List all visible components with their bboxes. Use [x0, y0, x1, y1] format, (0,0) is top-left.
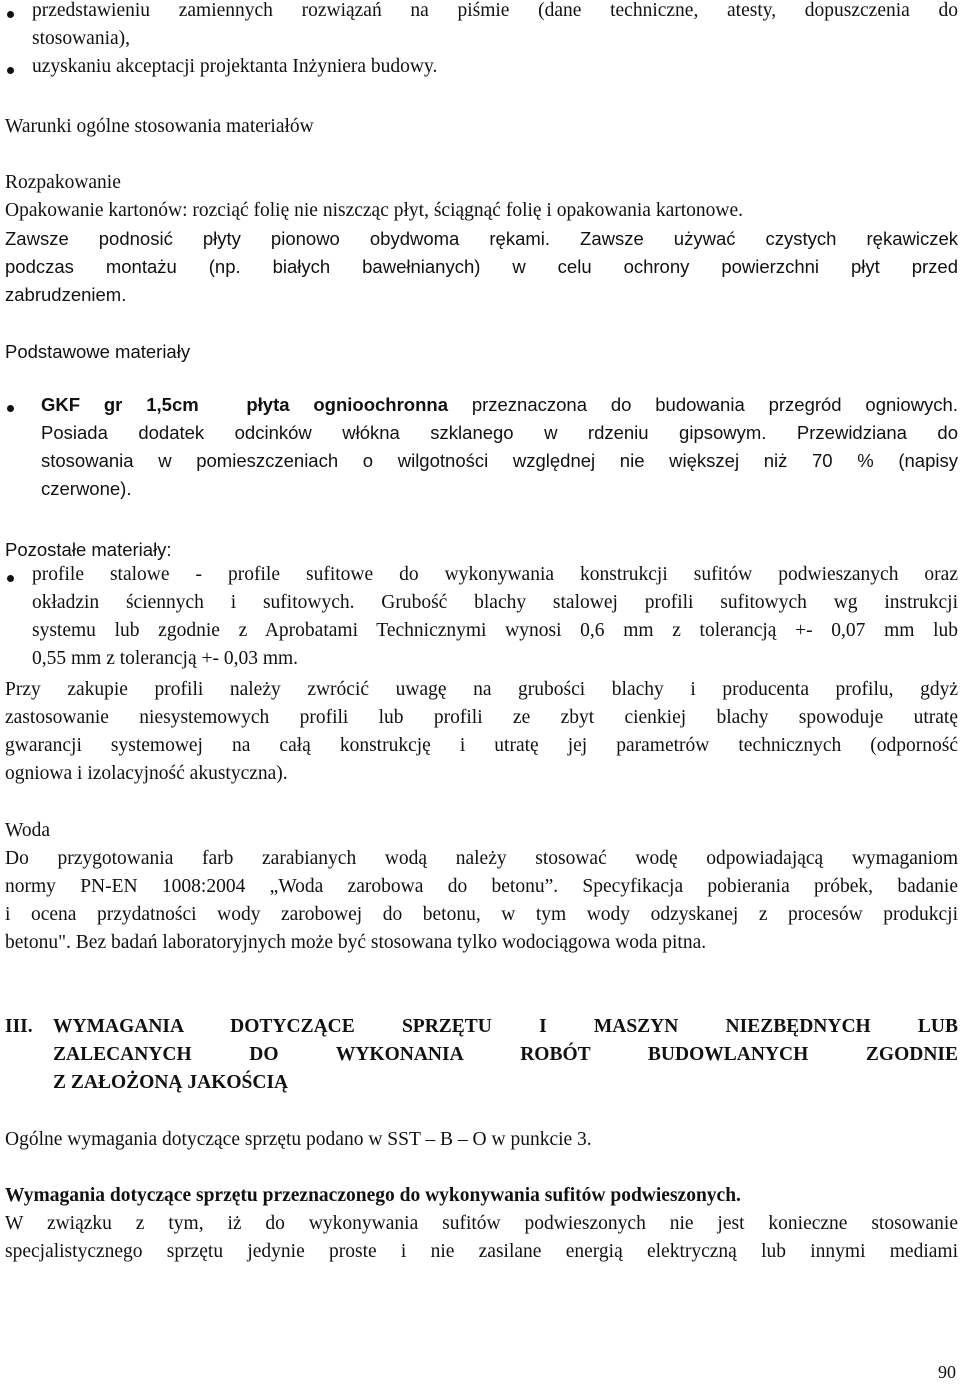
heading-pozostale: Pozostałe materiały: — [5, 539, 172, 560]
paragraph-rozpakowanie — [5, 197, 958, 309]
heading-podstawowe: Podstawowe materiały — [5, 341, 191, 362]
text-line: Z ZAŁOŻONĄ JAKOŚCIĄ — [53, 1072, 289, 1093]
heading-woda: Woda — [5, 820, 50, 841]
bullet-dot — [7, 11, 14, 18]
text-line: zabrudzeniem. — [5, 284, 127, 305]
text-line: stosowania), — [32, 28, 131, 49]
section-title — [53, 1013, 958, 1097]
text-line: stosowania w pomieszczeniach o wilgotności względnej nie większej niż 70 % (napisy — [41, 450, 958, 471]
bullet-dot — [7, 405, 14, 412]
bullet-dot — [7, 67, 14, 74]
list-item — [32, 56, 958, 84]
text-line: przedstawieniu zamiennych rozwiązań na piśmie (dane techniczne, atesty, dopuszczenia do — [32, 0, 958, 21]
text-line: betonu". Bez badań laboratoryjnych może być stosowana tylko wodociągowa woda pitna. — [5, 932, 707, 953]
text-line: Opakowanie kartonów: rozciąć folię nie niszcząc płyt, ściągnąć folię i opakowania kartonowe. — [5, 200, 743, 221]
text-line: profile stalowe - profile sufitowe do wykonywania konstrukcji sufitów podwieszanych oraz — [32, 564, 958, 585]
text-line: czerwone). — [41, 478, 132, 499]
text-line: systemu lub zgodnie z Aprobatami Technicznymi wynosi 0,6 mm z tolerancją +- 0,07 mm lub — [32, 620, 958, 641]
text-line: WYMAGANIA DOTYCZĄCE SPRZĘTU I MASZYN NIEZBĘDNYCH LUB — [53, 1016, 958, 1037]
text-line: zastosowanie niesystemowych profili lub profili ze zbyt cienkiej blachy spowoduje utratę — [5, 707, 958, 728]
text-line: Przy zakupie profili należy zwrócić uwagę na grubości blachy i producenta profilu, gdyż — [5, 679, 958, 700]
bullet-dot — [7, 575, 14, 582]
text-line: Zawsze podnosić płyty pionowo obydwoma rękami. Zawsze używać czystych rękawiczek — [5, 228, 958, 249]
paragraph-woda — [5, 845, 958, 957]
gkf-line-rest: przeznaczona do budowania przegród ogniowych. — [447, 394, 958, 415]
text-line: Posiada dodatek odcinków włókna szklanego w rdzeniu gipsowym. Przewidziana do — [41, 422, 958, 443]
text-line: podczas montażu (np. białych bawełnianych) w celu ochrony powierzchni płyt przed — [5, 256, 958, 277]
heading-rozpakowanie: Rozpakowanie — [5, 172, 121, 193]
text-line: normy PN-EN 1008:2004 „Woda zarobowa do betonu”. Specyfikacja pobierania próbek, badanie — [5, 876, 958, 897]
text-line: ZALECANYCH DO WYKONANIA ROBÓT BUDOWLANYCH ZGODNIE — [53, 1044, 958, 1065]
paragraph-przy-zakupie — [5, 676, 958, 788]
text-line: i ocena przydatności wody zarobowej do betonu, w tym wody odzyskanej z procesów produkcji — [5, 904, 958, 925]
list-item — [41, 394, 958, 506]
text-line: 0,55 mm z tolerancją +- 0,03 mm. — [32, 648, 299, 669]
text-line: ogniowa i izolacyjność akustyczna). — [5, 763, 288, 784]
section-number: III. — [5, 1016, 33, 1037]
paragraph-ogolne: Ogólne wymagania dotyczące sprzętu podano w SST – B – O w punkcie 3. — [5, 1129, 592, 1150]
page-number: 90 — [938, 1362, 956, 1382]
text-line: Do przygotowania farb zarabianych wodą należy stosować wodę odpowiadającą wymaganiom — [5, 848, 958, 869]
text-line: okładzin ściennych i sufitowych. Grubość blachy stalowej profili sufitowych wg instrukcji — [32, 592, 958, 613]
text-line: gwarancji systemowej na całą konstrukcję i utratę jej parametrów technicznych (odporność — [5, 735, 958, 756]
text-line: specjalistycznego sprzętu jedynie proste i nie zasilane energią elektryczną lub innymi mediami — [5, 1241, 958, 1262]
heading-warunki: Warunki ogólne stosowania materiałów — [5, 116, 314, 137]
list-item — [32, 564, 958, 676]
paragraph-wymagania — [5, 1210, 958, 1266]
list-item — [32, 0, 958, 56]
text-line — [41, 394, 958, 422]
text-line: W związku z tym, iż do wykonywania sufitów podwieszonych nie jest konieczne stosowanie — [5, 1213, 958, 1234]
heading-wymagania: Wymagania dotyczące sprzętu przeznaczonego do wykonywania sufitów podwieszonych. — [5, 1185, 741, 1206]
text-line: uzyskaniu akceptacji projektanta Inżyniera budowy. — [32, 56, 438, 77]
gkf-bold-title: GKF gr 1,5cm płyta ognioochronna — [41, 394, 448, 415]
